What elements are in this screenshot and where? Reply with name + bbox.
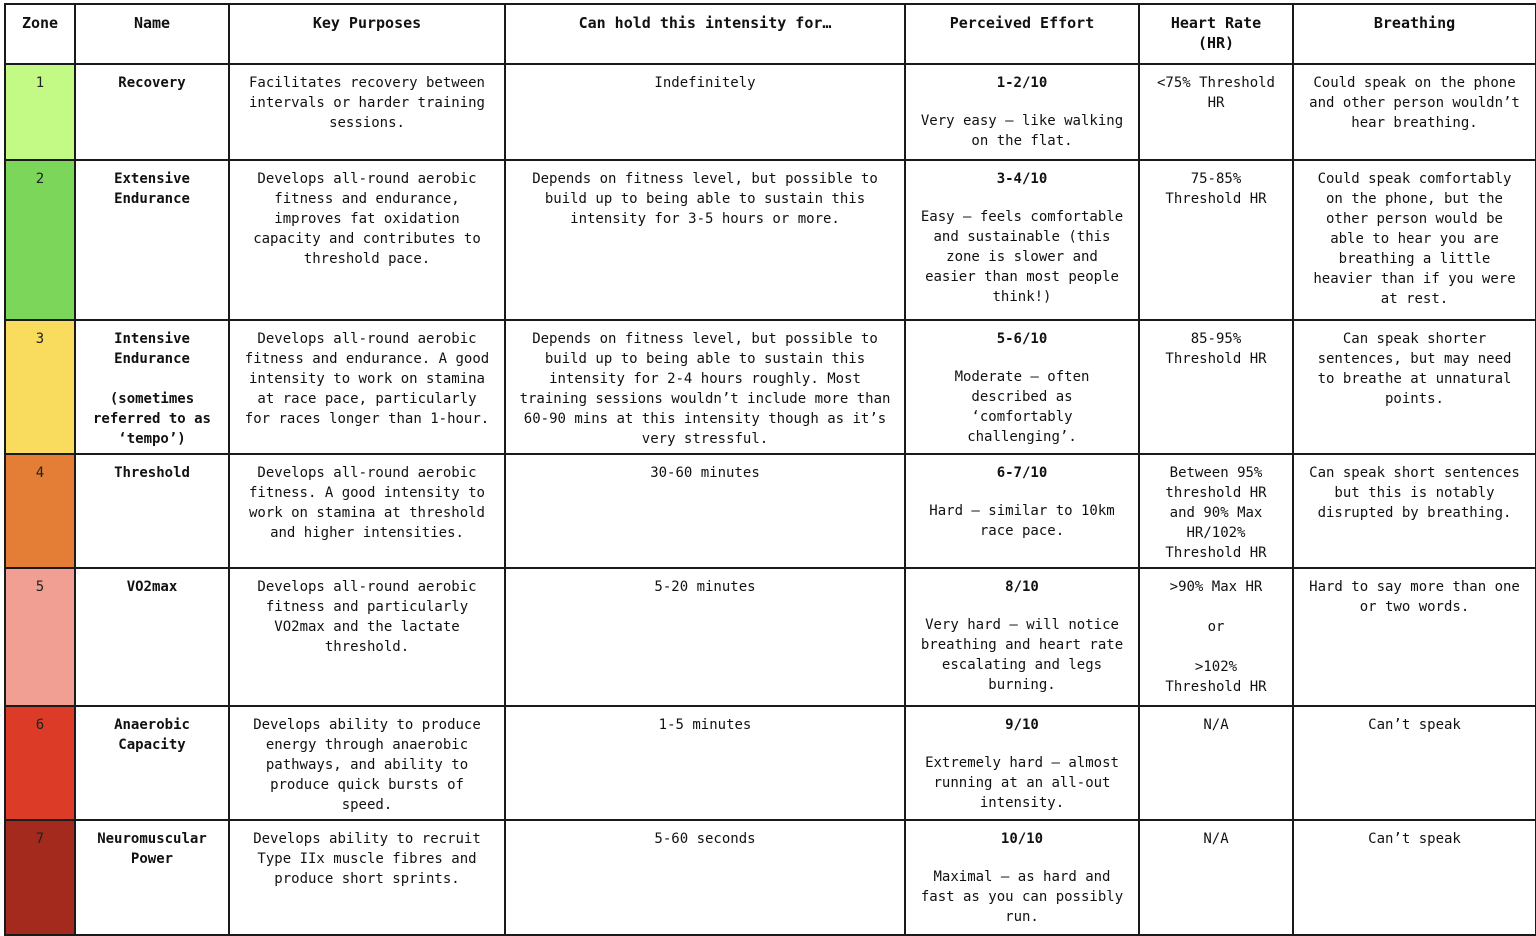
zone-name: Neuromuscular Power [75,820,229,935]
heart-rate-cell: Between 95% threshold HR and 90% Max HR/102% Threshold HR [1139,454,1293,568]
key-purposes-cell: Develops ability to produce energy through anaerobic pathways, and ability to produce quick bursts of speed. [229,706,505,820]
hold-duration-cell: 5-60 seconds [505,820,905,935]
hold-duration-cell: 5-20 minutes [505,568,905,706]
zone-name: Threshold [75,454,229,568]
heart-rate-cell: <75% Threshold HR [1139,64,1293,160]
hold-duration-cell: Depends on fitness level, but possible to build up to being able to sustain this intensity for 3-5 hours or more. [505,160,905,320]
hold-duration-cell: Indefinitely [505,64,905,160]
heart-rate-cell: N/A [1139,706,1293,820]
effort-description: Hard – similar to 10km race pace. [929,503,1115,539]
hold-duration-cell: 1-5 minutes [505,706,905,820]
table-row [5,706,1536,820]
table-row [5,160,1536,320]
table-row [5,454,1536,568]
perceived-effort-cell [905,320,1139,454]
perceived-effort-cell [905,568,1139,706]
hold-duration-cell: Depends on fitness level, but possible to build up to being able to sustain this intensity for 2-4 hours roughly. Most training sessions wouldn’t include more than 60-90 mins at this intensity though as it’s very stressful. [505,320,905,454]
breathing-cell: Can speak short sentences but this is notably disrupted by breathing. [1293,454,1536,568]
effort-description: Very hard – will notice breathing and heart rate escalating and legs burning. [920,617,1124,693]
training-zones-table [4,3,1536,936]
header-heart-rate: Heart Rate (HR) [1139,4,1293,64]
zone-cell: 2 [5,160,75,320]
zone-name: Extensive Endurance [75,160,229,320]
zone-name: Anaerobic Capacity [75,706,229,820]
effort-rating: 10/10 [1000,831,1044,847]
breathing-cell: Can’t speak [1293,706,1536,820]
breathing-cell: Can speak shorter sentences, but may need to breathe at unnatural points. [1293,320,1536,454]
perceived-effort-cell [905,820,1139,935]
table-row [5,820,1536,935]
header-row [5,4,1536,64]
key-purposes-cell: Develops ability to recruit Type IIx muscle fibres and produce short sprints. [229,820,505,935]
key-purposes-cell: Develops all-round aerobic fitness and endurance. A good intensity to work on stamina at race pace, particularly for races longer than 1-hour. [229,320,505,454]
header-perceived-effort: Perceived Effort [905,4,1139,64]
breathing-cell: Could speak comfortably on the phone, but the other person would be able to hear you are breathing a little heavier than if you were at rest. [1293,160,1536,320]
effort-rating: 9/10 [1005,717,1039,733]
header-name: Name [75,4,229,64]
key-purposes-cell: Develops all-round aerobic fitness. A good intensity to work on stamina at threshold and higher intensities. [229,454,505,568]
heart-rate-cell: 75-85% Threshold HR [1139,160,1293,320]
breathing-cell: Could speak on the phone and other person wouldn’t hear breathing. [1293,64,1536,160]
key-purposes-cell: Facilitates recovery between intervals or harder training sessions. [229,64,505,160]
effort-rating: 5-6/10 [996,331,1048,347]
perceived-effort-cell [905,706,1139,820]
zone-cell: 6 [5,706,75,820]
effort-description: Extremely hard – almost running at an all-out intensity. [925,755,1119,811]
zone-cell: 7 [5,820,75,935]
effort-description: Very easy – like walking on the flat. [920,113,1124,149]
effort-rating: 8/10 [1005,579,1039,595]
heart-rate-cell: N/A [1139,820,1293,935]
table-row [5,568,1536,706]
zone-name: Intensive Endurance (sometimes referred to as ‘tempo’) [75,320,229,454]
zone-cell: 5 [5,568,75,706]
effort-rating: 6-7/10 [996,465,1048,481]
zone-cell: 4 [5,454,75,568]
zone-name: VO2max [75,568,229,706]
effort-description: Easy – feels comfortable and sustainable (this zone is slower and easier than most people think!) [920,209,1124,305]
effort-description: Moderate – often described as ‘comfortably challenging’. [954,369,1090,445]
breathing-cell: Hard to say more than one or two words. [1293,568,1536,706]
header-hold-duration: Can hold this intensity for… [505,4,905,64]
heart-rate-cell: 85-95% Threshold HR [1139,320,1293,454]
heart-rate-cell: >90% Max HR or >102% Threshold HR [1139,568,1293,706]
header-breathing: Breathing [1293,4,1536,64]
header-key-purposes: Key Purposes [229,4,505,64]
zone-cell: 3 [5,320,75,454]
perceived-effort-cell [905,160,1139,320]
hold-duration-cell: 30-60 minutes [505,454,905,568]
effort-rating: 3-4/10 [996,171,1048,187]
table-row [5,320,1536,454]
table-row [5,64,1536,160]
zone-name: Recovery [75,64,229,160]
key-purposes-cell: Develops all-round aerobic fitness and particularly VO2max and the lactate threshold. [229,568,505,706]
perceived-effort-cell [905,454,1139,568]
breathing-cell: Can’t speak [1293,820,1536,935]
header-zone: Zone [5,4,75,64]
effort-description: Maximal – as hard and fast as you can possibly run. [920,869,1124,925]
effort-rating: 1-2/10 [996,75,1048,91]
zone-cell: 1 [5,64,75,160]
key-purposes-cell: Develops all-round aerobic fitness and endurance, improves fat oxidation capacity and contributes to threshold pace. [229,160,505,320]
perceived-effort-cell [905,64,1139,160]
